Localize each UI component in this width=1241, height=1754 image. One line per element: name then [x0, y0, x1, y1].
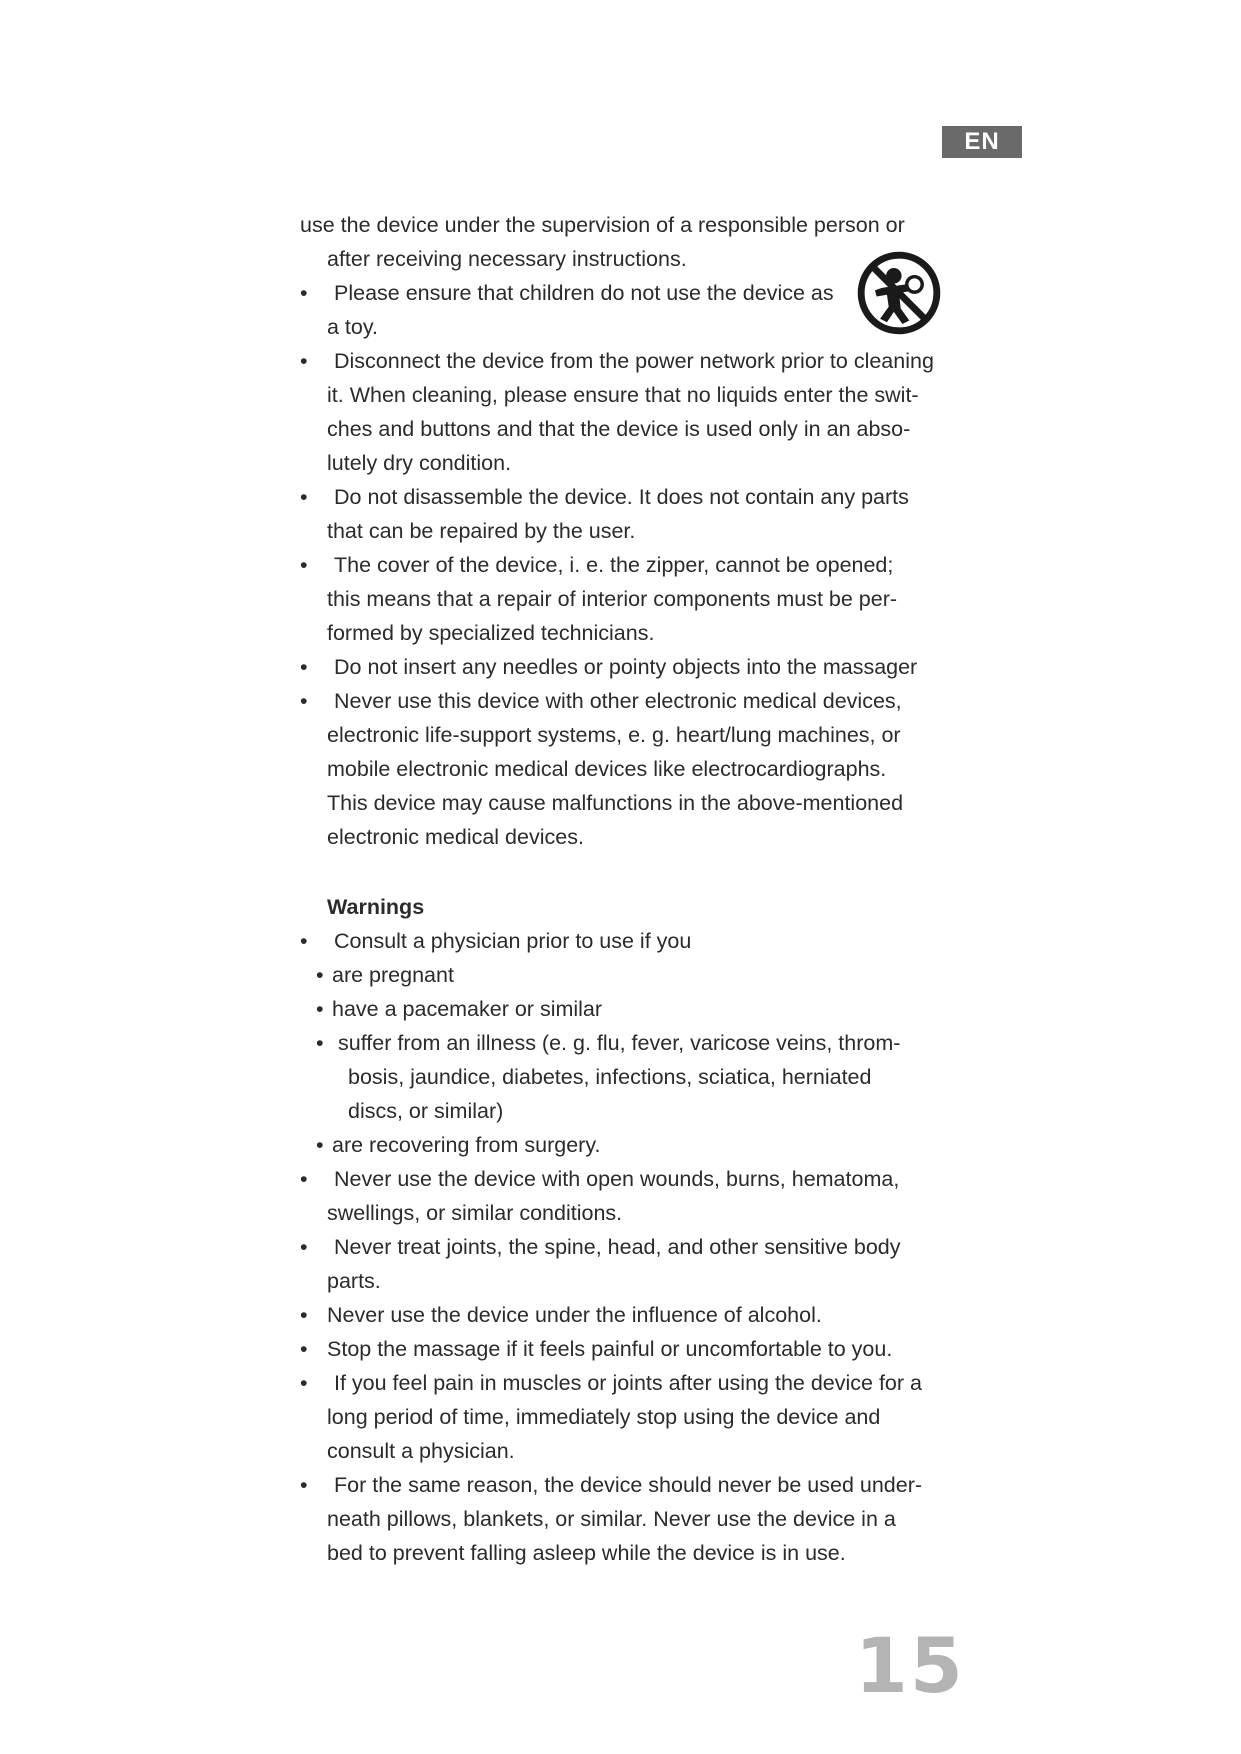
bullet-item: • Do not insert any needles or pointy objects into the massager: [300, 655, 918, 679]
bullet-item: • Stop the massage if it feels painful or uncomfortable to you.: [300, 1337, 893, 1361]
text-line: electronic life-support systems, e. g. heart/lung machines, or: [327, 723, 901, 747]
document-body: [300, 208, 960, 1570]
sub-bullet-item: • are pregnant: [316, 963, 454, 987]
text-line: swellings, or similar conditions.: [327, 1201, 623, 1225]
text-line: a toy.: [327, 315, 378, 339]
text-line: ches and buttons and that the device is used only in an abso-: [327, 417, 911, 441]
text-line: This device may cause malfunctions in the above-mentioned: [327, 791, 904, 815]
bullet-item: • Never use this device with other electronic medical devices,: [300, 689, 902, 713]
text-line: that can be repaired by the user.: [327, 519, 636, 543]
text-line: discs, or similar): [348, 1099, 504, 1123]
bullet-item: • Do not disassemble the device. It does not contain any parts: [300, 485, 909, 509]
bullet-item: • For the same reason, the device should never be used under-: [300, 1473, 923, 1497]
bullet-item: • Never use the device under the influence of alcohol.: [300, 1303, 822, 1327]
text-line: formed by specialized technicians.: [327, 621, 655, 645]
text-line: use the device under the supervision of a responsible person or: [300, 213, 905, 237]
text-line: bed to prevent falling asleep while the device is in use.: [327, 1541, 846, 1565]
bullet-item: • Disconnect the device from the power network prior to cleaning: [300, 349, 934, 373]
language-badge: EN: [942, 126, 1022, 158]
sub-bullet-item: • are recovering from surgery.: [316, 1133, 601, 1157]
warnings-heading: Warnings: [327, 895, 425, 919]
sub-bullet-item: • have a pacemaker or similar: [316, 997, 603, 1021]
bullet-item: • Please ensure that children do not use the device as: [300, 281, 834, 305]
text-line: parts.: [327, 1269, 381, 1293]
text-line: bosis, jaundice, diabetes, infections, sciatica, herniated: [348, 1065, 872, 1089]
text-line: long period of time, immediately stop using the device and: [327, 1405, 881, 1429]
sub-bullet-item: • suffer from an illness (e. g. flu, fever, varicose veins, throm-: [316, 1031, 901, 1055]
text-line: electronic medical devices.: [327, 825, 584, 849]
text-line: after receiving necessary instructions.: [327, 247, 687, 271]
bullet-item: • Consult a physician prior to use if you: [300, 929, 692, 953]
text-line: consult a physician.: [327, 1439, 515, 1463]
page-number: 15: [855, 1621, 965, 1710]
text-line: lutely dry condition.: [327, 451, 512, 475]
text-line: it. When cleaning, please ensure that no liquids enter the swit-: [327, 383, 919, 407]
text-line: mobile electronic medical devices like electrocardiographs.: [327, 757, 887, 781]
bullet-item: • If you feel pain in muscles or joints after using the device for a: [300, 1371, 922, 1395]
text-line: this means that a repair of interior components must be per-: [327, 587, 898, 611]
text-line: neath pillows, blankets, or similar. Never use the device in a: [327, 1507, 896, 1531]
bullet-item: • Never use the device with open wounds, burns, hematoma,: [300, 1167, 900, 1191]
bullet-item: • The cover of the device, i. e. the zipper, cannot be opened;: [300, 553, 894, 577]
bullet-item: • Never treat joints, the spine, head, and other sensitive body: [300, 1235, 901, 1259]
